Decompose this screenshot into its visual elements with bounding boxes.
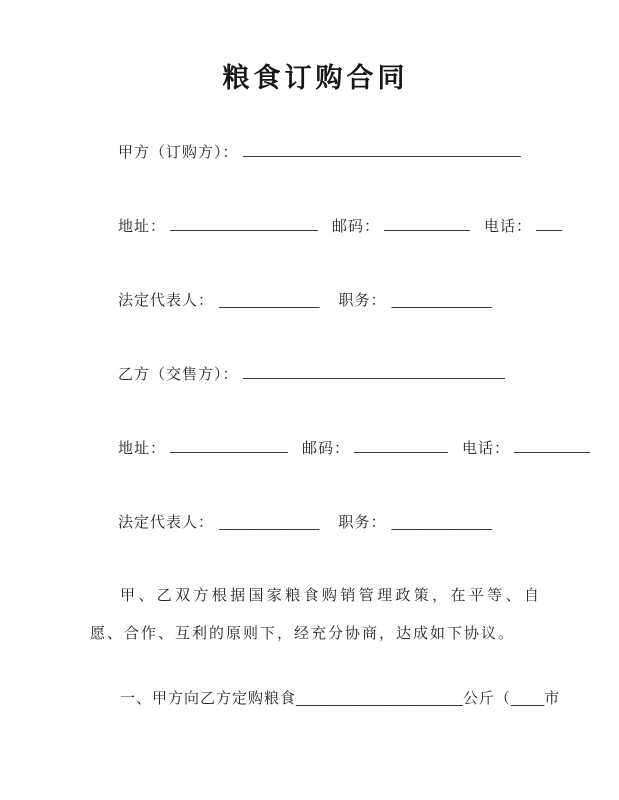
- party-a-legal-rep-label: 法定代表人：: [118, 292, 215, 309]
- clause-one-prefix: 一、甲方向乙方定购粮食: [120, 690, 297, 707]
- party-b-job-title-blank: ____________: [391, 514, 492, 531]
- party-a-address-label: 地址：: [118, 218, 167, 235]
- party-a-rep-row: [118, 289, 541, 309]
- party-b-postcode-label: 邮码：: [302, 440, 351, 457]
- party-b-address-label: 地址：: [118, 440, 167, 457]
- party-a-address-blank: [170, 215, 318, 231]
- party-a-phone-blank: [536, 215, 562, 231]
- document-title: 粮食订购合同: [222, 63, 409, 93]
- party-b-name-row: [118, 363, 541, 383]
- party-b-legal-rep-label: 法定代表人：: [118, 514, 215, 531]
- party-a-postcode-blank: [384, 215, 470, 231]
- party-a-name-blank: [243, 141, 521, 157]
- party-a-name-row: [118, 141, 541, 161]
- party-a-name-label: 甲方（订购方）：: [118, 144, 239, 161]
- party-a-postcode-label: 邮码：: [332, 218, 381, 235]
- party-b-phone-label: 电话：: [462, 440, 511, 457]
- city-unit-blank: ____: [510, 690, 545, 707]
- preamble-paragraph: 甲、乙双方根据国家粮食购销管理政策，在平等、自愿、合作、互利的原则下，经充分协商，达成如下协议。: [90, 587, 541, 642]
- party-a-phone-label: 电话：: [484, 218, 533, 235]
- party-b-name-blank: [243, 363, 505, 379]
- party-b-contact-row: [118, 437, 541, 457]
- clause-one-suffix: 市: [544, 690, 561, 707]
- party-b-job-title-label: 职务：: [338, 514, 387, 531]
- party-a-job-title-label: 职务：: [338, 292, 387, 309]
- party-b-address-blank: [170, 437, 288, 453]
- party-b-phone-blank: [514, 437, 590, 453]
- clause-one-line: [90, 687, 561, 708]
- party-b-rep-row: [118, 511, 541, 531]
- party-b-name-label: 乙方（交售方）：: [118, 366, 239, 383]
- grain-amount-blank: ____________________: [296, 690, 463, 707]
- party-a-contact-row: [118, 215, 541, 235]
- clause-one-unit: 公斤（: [462, 690, 511, 707]
- party-a-legal-rep-blank: ____________: [219, 292, 320, 309]
- party-a-job-title-blank: ____________: [391, 292, 492, 309]
- party-b-legal-rep-blank: ____________: [219, 514, 320, 531]
- party-b-postcode-blank: [354, 437, 448, 453]
